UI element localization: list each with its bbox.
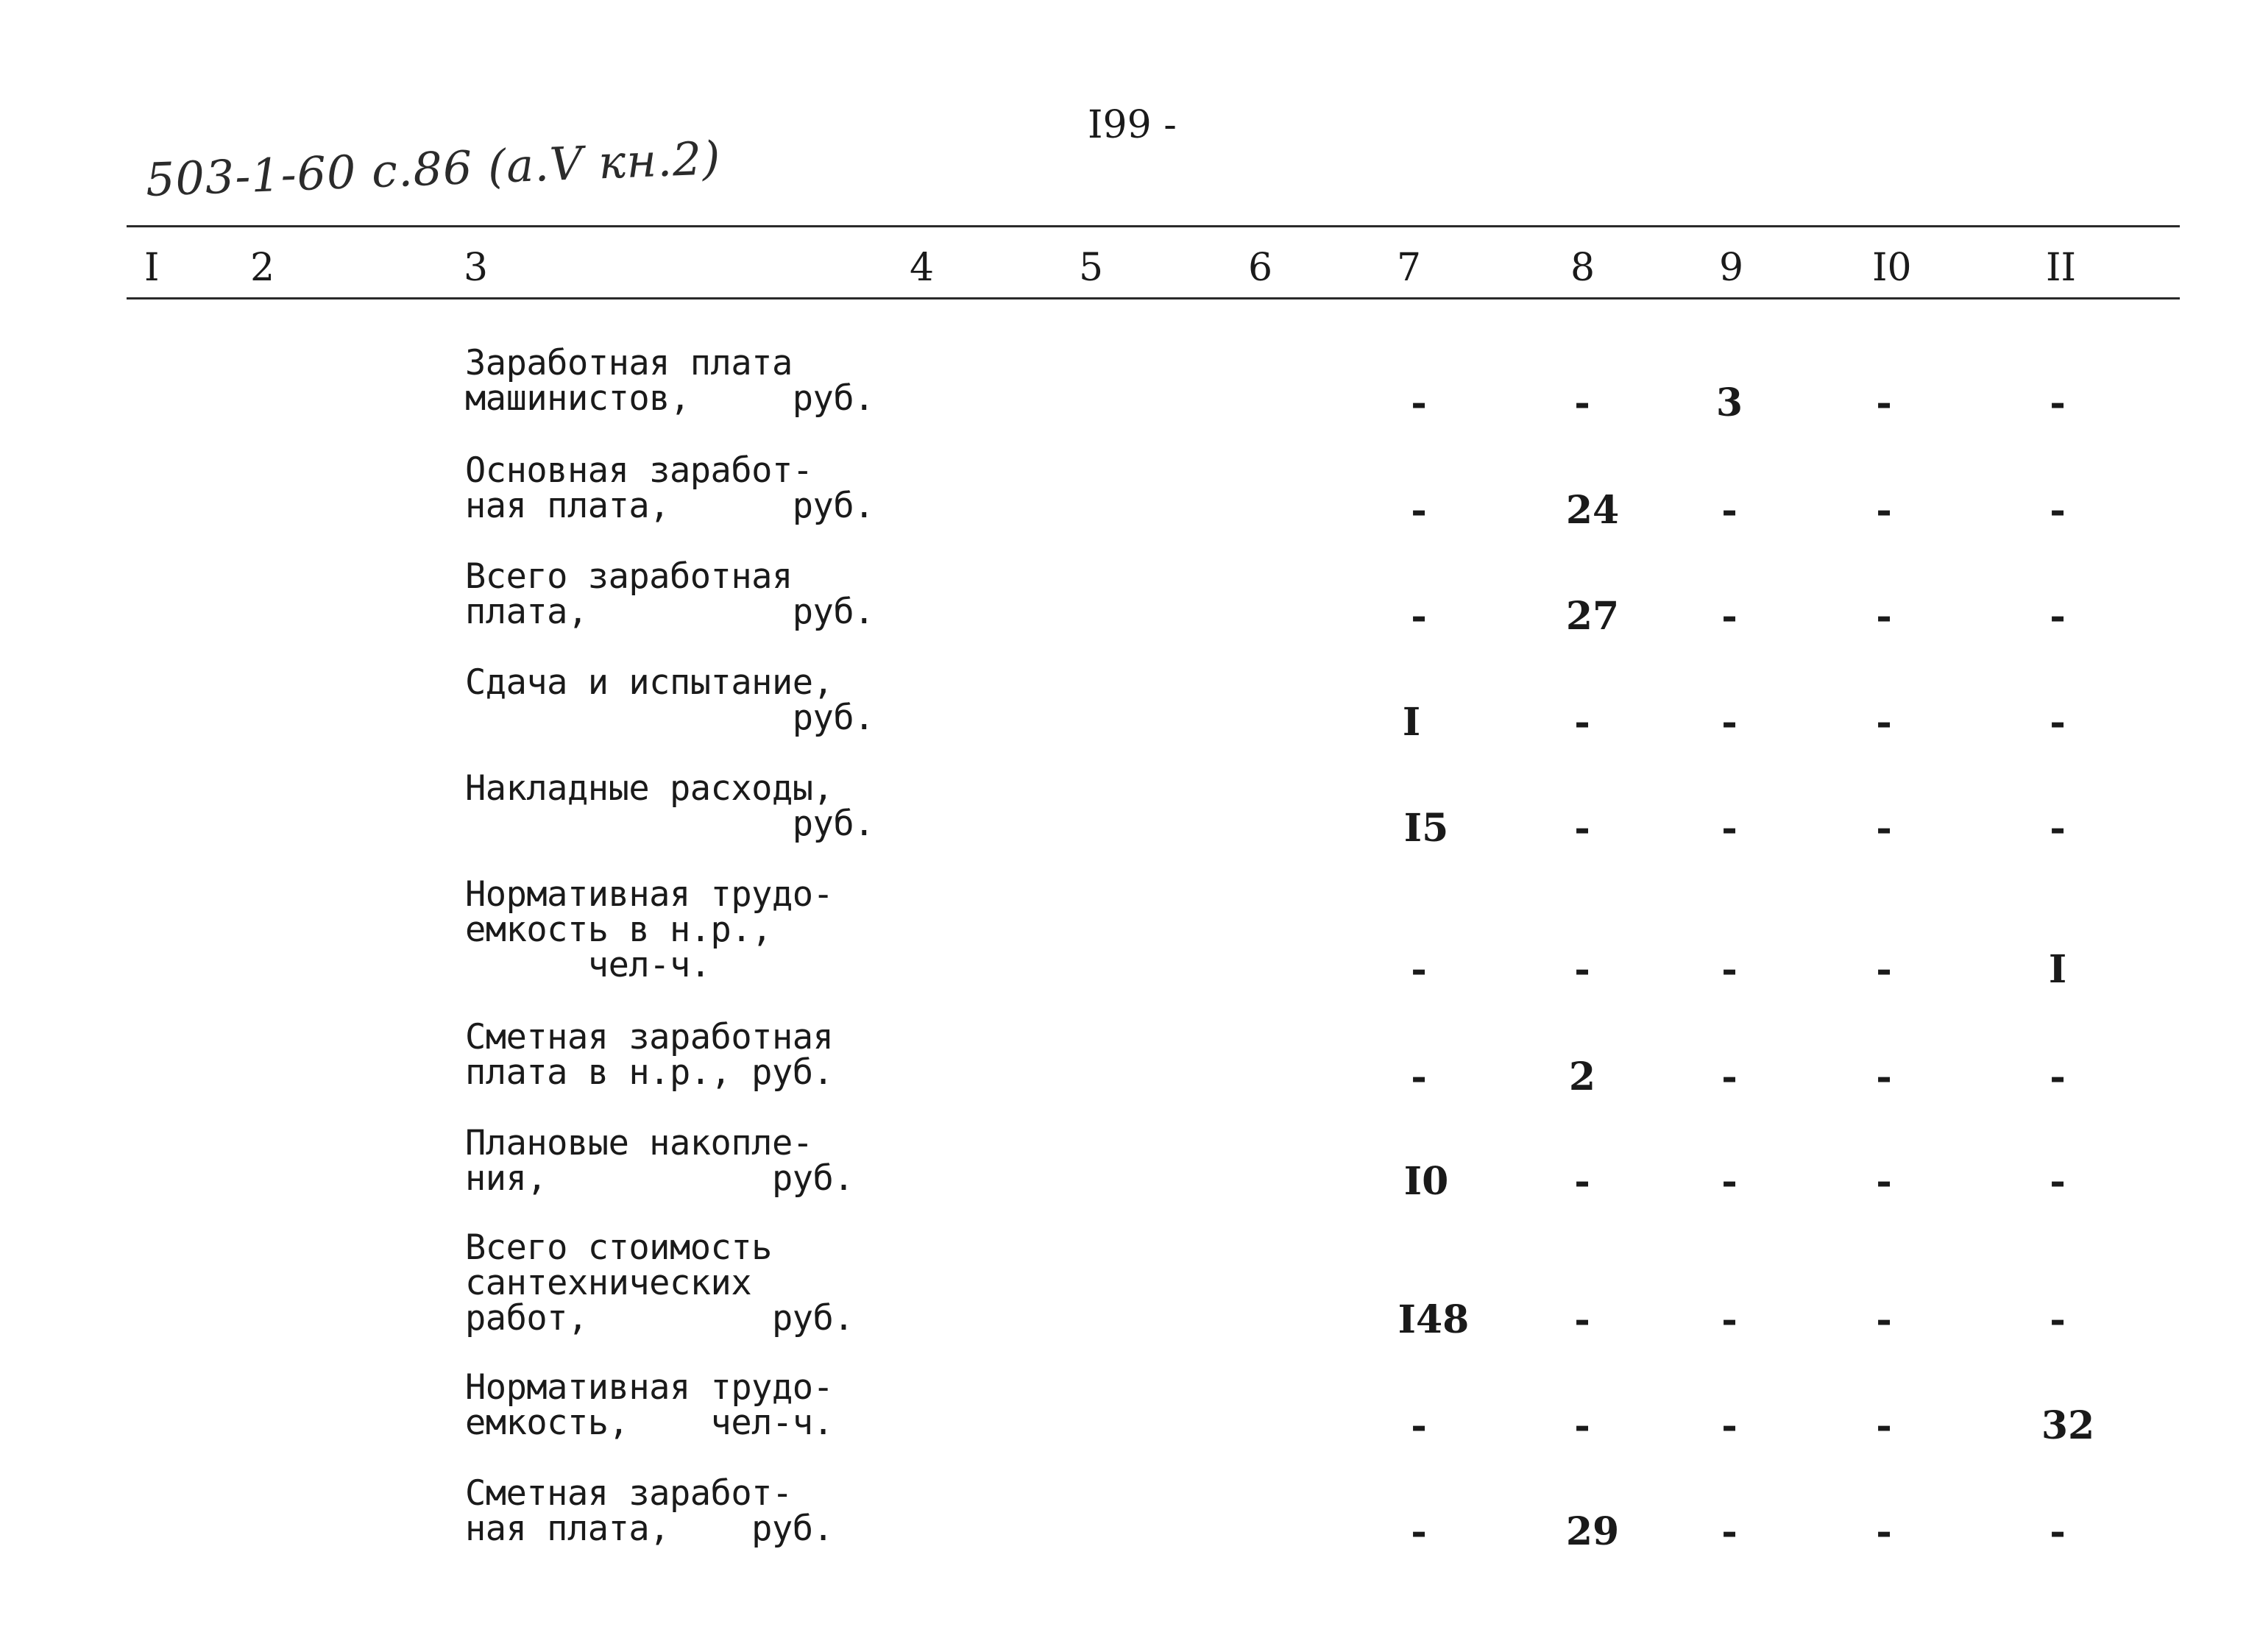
cell-col8: 29 <box>1565 1509 1620 1554</box>
row-label: Нормативная трудо- емкость в н.р., чел-ч. <box>465 874 834 985</box>
cell-col11: - <box>2050 700 2066 745</box>
cell-col7: I0 <box>1403 1159 1449 1204</box>
cell-col11: I <box>2048 947 2067 992</box>
cell-col8: - <box>1574 947 1590 992</box>
cell-col7: - <box>1411 1403 1427 1448</box>
cell-col9: - <box>1721 1054 1737 1099</box>
cell-col8: - <box>1574 700 1590 745</box>
cell-col10: - <box>1876 1509 1892 1554</box>
cell-col9: 3 <box>1715 380 1743 425</box>
cell-col7: - <box>1411 1054 1427 1099</box>
cell-col9: - <box>1721 700 1737 745</box>
header-rule-bottom <box>127 297 2180 299</box>
cell-col10: - <box>1876 947 1892 992</box>
column-number: 9 <box>1719 246 1744 290</box>
cell-col7: I5 <box>1403 806 1449 851</box>
cell-col10: - <box>1876 594 1892 639</box>
cell-col8: - <box>1574 380 1590 425</box>
cell-col10: - <box>1876 488 1892 533</box>
column-number: 5 <box>1079 246 1104 290</box>
cell-col10: - <box>1876 1159 1892 1204</box>
cell-col7: I <box>1402 700 1421 745</box>
column-number: 8 <box>1570 246 1595 290</box>
cell-col8: - <box>1574 1403 1590 1448</box>
column-number: I <box>144 246 160 290</box>
cell-col10: - <box>1876 1054 1892 1099</box>
cell-col10: - <box>1876 1403 1892 1448</box>
row-label: Основная заработ- ная плата, руб. <box>465 450 874 526</box>
cell-col8: - <box>1574 806 1590 851</box>
cell-col10: - <box>1876 380 1892 425</box>
cell-col11: - <box>2050 1297 2066 1342</box>
column-number: 3 <box>464 246 489 290</box>
cell-col11: - <box>2050 806 2066 851</box>
cell-col8: - <box>1574 1297 1590 1342</box>
cell-col9: - <box>1721 488 1737 533</box>
row-label: Нормативная трудо- емкость, чел-ч. <box>465 1367 834 1443</box>
cell-col9: - <box>1721 947 1737 992</box>
cell-col11: - <box>2050 594 2066 639</box>
cell-col11: - <box>2050 1159 2066 1204</box>
row-label: Сметная заработная плата в н.р., руб. <box>465 1017 834 1093</box>
row-label: Заработная плата машинистов, руб. <box>465 343 874 419</box>
cell-col10: - <box>1876 700 1892 745</box>
cell-col9: - <box>1721 1159 1737 1204</box>
column-number: 6 <box>1248 246 1273 290</box>
column-number: 4 <box>910 246 935 290</box>
cell-col7: - <box>1411 947 1427 992</box>
page-number: I99 - <box>1088 103 1177 147</box>
cell-col7: - <box>1411 380 1427 425</box>
header-rule-top <box>127 225 2180 227</box>
cell-col7: I48 <box>1398 1297 1470 1342</box>
row-label: Всего стоимость сантехнических работ, руб. <box>465 1227 854 1339</box>
row-label: Плановые накопле- ния, руб. <box>465 1123 854 1199</box>
cell-col8: 27 <box>1565 594 1620 639</box>
cell-col9: - <box>1721 1403 1737 1448</box>
cell-col10: - <box>1876 1297 1892 1342</box>
cell-col7: - <box>1411 1509 1427 1554</box>
row-label: Всего заработная плата, руб. <box>465 556 874 632</box>
cell-col8: - <box>1574 1159 1590 1204</box>
row-label: Накладные расходы, руб. <box>465 768 874 844</box>
cell-col8: 24 <box>1565 488 1620 533</box>
column-number: I0 <box>1872 246 1912 290</box>
column-number: II <box>2046 246 2077 290</box>
cell-col7: - <box>1411 488 1427 533</box>
cell-col11: - <box>2050 380 2066 425</box>
column-number: 2 <box>250 246 275 290</box>
cell-col9: - <box>1721 594 1737 639</box>
cell-col11: 32 <box>2041 1403 2095 1448</box>
cell-col9: - <box>1721 1509 1737 1554</box>
cell-col9: - <box>1721 1297 1737 1342</box>
handwritten-code: 503-1-60 с.86 (а.V кн.2) <box>144 131 722 207</box>
cell-col11: - <box>2050 1054 2066 1099</box>
column-number: 7 <box>1397 246 1422 290</box>
cell-col11: - <box>2050 488 2066 533</box>
row-label: Сметная заработ- ная плата, руб. <box>465 1473 834 1549</box>
cell-col7: - <box>1411 594 1427 639</box>
row-label: Сдача и испытание, руб. <box>465 662 874 738</box>
cell-col10: - <box>1876 806 1892 851</box>
cell-col11: - <box>2050 1509 2066 1554</box>
cell-col8: 2 <box>1568 1054 1596 1099</box>
cell-col9: - <box>1721 806 1737 851</box>
